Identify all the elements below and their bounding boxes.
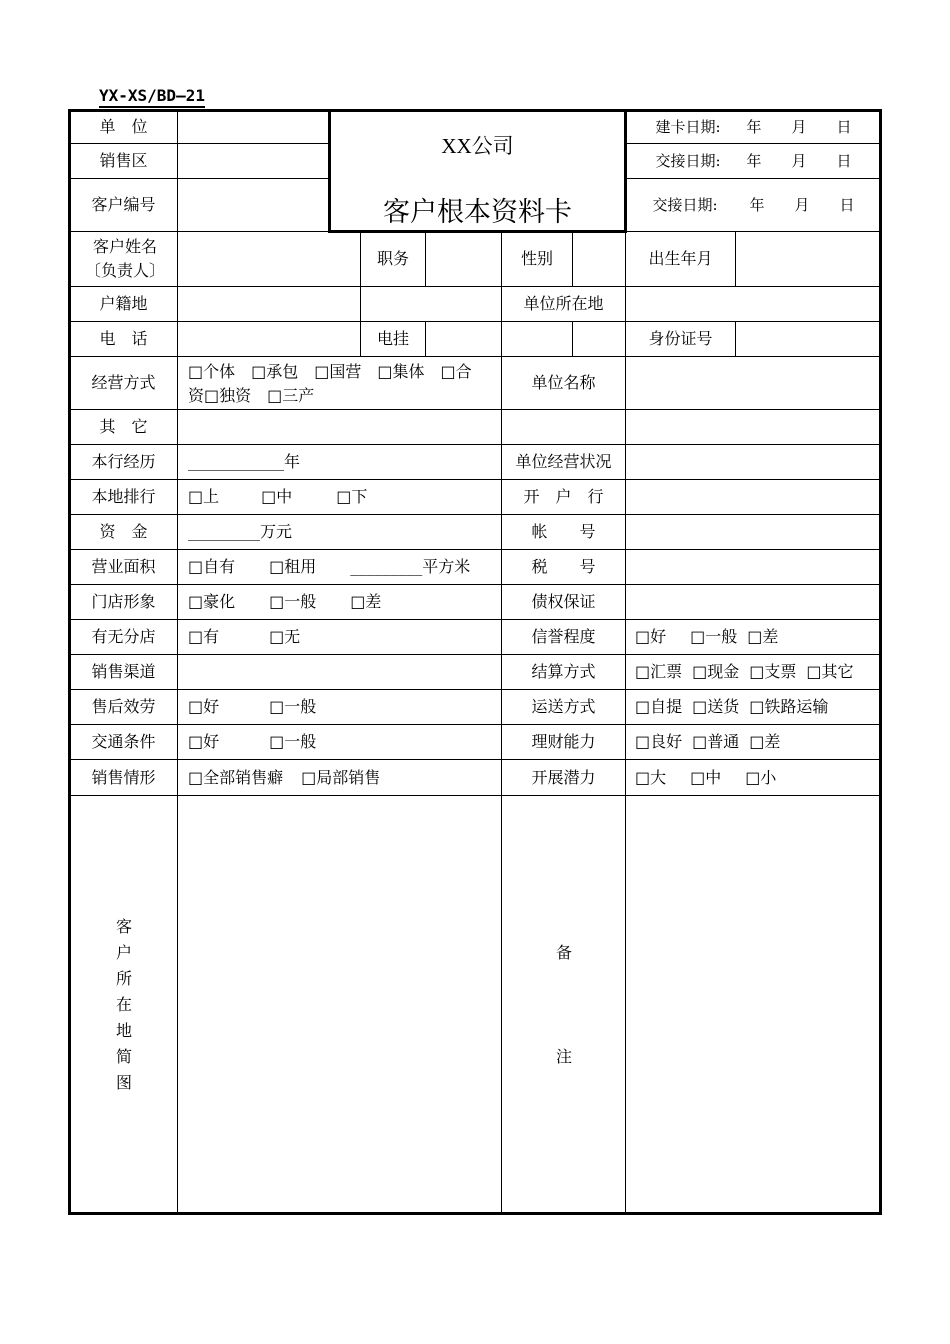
remark-area[interactable]	[626, 796, 880, 1213]
label-gender: 性别	[520, 249, 553, 268]
customer-name-field[interactable]	[178, 232, 360, 286]
potential-options[interactable]	[635, 760, 880, 795]
handover-date-row-1[interactable]	[627, 144, 880, 178]
after-sales-good[interactable]: □好	[188, 697, 220, 716]
traffic-normal[interactable]: □一般	[269, 732, 317, 751]
area-sqm[interactable]: _________平方米	[350, 557, 471, 576]
settlement-cash[interactable]: □现金	[692, 662, 740, 681]
handover-date-label-1: 交接日期:	[655, 152, 721, 170]
settlement-other[interactable]: □其它	[806, 662, 854, 681]
settlement-options[interactable]	[635, 655, 880, 689]
remark-label-1: 备	[555, 943, 572, 962]
label-account: 帐 号	[531, 522, 596, 541]
handover-date-value-1: 年 月 日	[746, 152, 852, 170]
label-finance: 理财能力	[531, 732, 596, 751]
credit-normal[interactable]: □一般	[690, 627, 738, 646]
finance-normal[interactable]: □普通	[692, 732, 740, 751]
business-type-options[interactable]	[188, 360, 498, 408]
transport-self[interactable]: □自提	[635, 697, 683, 716]
local-rank-options[interactable]	[188, 480, 488, 514]
unit-field[interactable]	[178, 111, 328, 143]
label-unit-status: 单位经营状况	[515, 452, 612, 471]
label-credit: 信誉程度	[531, 627, 596, 646]
title-box	[328, 109, 627, 233]
household-field[interactable]	[178, 287, 501, 321]
label-industry-exp: 本行经历	[91, 452, 156, 471]
branch-no[interactable]: □无	[269, 627, 301, 646]
card-date-value: 年 月 日	[746, 118, 852, 136]
label-unit-name: 单位名称	[531, 373, 596, 392]
local-rank-mid[interactable]: □中	[261, 487, 293, 506]
label-fax: 电挂	[376, 329, 409, 348]
customer-no-field[interactable]	[178, 179, 328, 231]
store-image-luxury[interactable]: □豪化	[188, 592, 236, 611]
store-image-poor[interactable]: □差	[350, 592, 382, 611]
traffic-options[interactable]	[188, 725, 488, 759]
card-date-label: 建卡日期:	[655, 118, 721, 136]
label-channel: 销售渠道	[91, 662, 156, 681]
label-position: 职务	[376, 249, 409, 268]
label-settlement: 结算方式	[531, 662, 596, 681]
credit-options[interactable]	[635, 620, 875, 654]
label-business-type: 经营方式	[91, 373, 156, 392]
label-unit: 单 位	[99, 117, 148, 136]
channel-field[interactable]	[178, 655, 501, 689]
area-rented[interactable]: □租用	[269, 557, 317, 576]
label-sales-area: 销售区	[99, 151, 148, 170]
label-branch: 有无分店	[91, 627, 156, 646]
credit-poor[interactable]: □差	[747, 627, 779, 646]
capital-field[interactable]: _________万元	[188, 522, 293, 541]
after-sales-options[interactable]	[188, 690, 488, 724]
traffic-good[interactable]: □好	[188, 732, 220, 751]
store-image-normal[interactable]: □一般	[269, 592, 317, 611]
after-sales-normal[interactable]: □一般	[269, 697, 317, 716]
sales-status-options[interactable]	[188, 760, 498, 795]
business-type-line-2: 资□独资 □三产	[188, 386, 315, 405]
label-area: 营业面积	[91, 557, 156, 576]
handover-date-label-2: 交接日期:	[652, 196, 718, 214]
local-rank-low[interactable]: □下	[336, 487, 368, 506]
finance-poor[interactable]: □差	[749, 732, 781, 751]
business-type-line-1: □个体 □承包 □国营 □集体 □合	[188, 362, 472, 381]
transport-options[interactable]	[635, 690, 880, 724]
map-sketch-area[interactable]	[178, 796, 501, 1213]
map-label: 客 户 所 在 地 简 图	[115, 917, 132, 1092]
label-capital: 资 金	[99, 522, 148, 541]
branch-yes[interactable]: □有	[188, 627, 220, 646]
finance-options[interactable]	[635, 725, 880, 759]
label-phone: 电 话	[99, 329, 148, 348]
label-household: 户籍地	[99, 294, 148, 313]
handover-date-value-2: 年 月 日	[749, 196, 855, 214]
potential-large[interactable]: □大	[635, 767, 667, 787]
label-after-sales: 售后效劳	[91, 697, 156, 716]
label-id-number: 身份证号	[648, 329, 713, 348]
finance-good[interactable]: □良好	[635, 732, 683, 751]
card-date-row[interactable]	[627, 111, 880, 143]
label-debt-guarantee: 债权保证	[531, 592, 596, 611]
label-customer-no: 客户编号	[91, 195, 156, 214]
handover-date-row-2[interactable]	[627, 179, 880, 231]
transport-delivery[interactable]: □送货	[692, 697, 740, 716]
area-owned[interactable]: □自有	[188, 557, 236, 576]
sales-status-partial[interactable]: □局部销售	[301, 767, 381, 787]
settlement-cheque[interactable]: □支票	[749, 662, 797, 681]
area-options[interactable]	[188, 550, 498, 584]
sales-status-full[interactable]: □全部销售癖	[188, 767, 284, 787]
label-bank: 开 户 行	[523, 487, 604, 506]
local-rank-high[interactable]: □上	[188, 487, 220, 506]
remark-label-2: 注	[555, 1047, 572, 1066]
card-title: 客户根本资料卡	[383, 197, 572, 228]
label-traffic: 交通条件	[91, 732, 156, 751]
credit-good[interactable]: □好	[635, 627, 667, 646]
label-unit-location: 单位所在地	[523, 294, 604, 313]
label-sales-status: 销售情形	[91, 767, 156, 787]
store-image-options[interactable]	[188, 585, 488, 619]
label-transport: 运送方式	[531, 697, 596, 716]
form-code: YX-XS/BD—21	[99, 86, 205, 108]
label-potential: 开展潜力	[531, 767, 596, 787]
sales-area-field[interactable]	[178, 144, 328, 178]
label-customer-name: 客户姓名〔负责人〕	[84, 237, 165, 280]
potential-mid[interactable]: □中	[690, 767, 722, 787]
settlement-draft[interactable]: □汇票	[635, 662, 683, 681]
industry-exp-field[interactable]: ____________年	[188, 452, 301, 471]
label-local-rank: 本地排行	[91, 487, 156, 506]
label-birth: 出生年月	[648, 249, 713, 268]
potential-small[interactable]: □小	[745, 767, 777, 787]
transport-rail[interactable]: □铁路运输	[749, 697, 829, 716]
company-name: XX公司	[441, 134, 514, 158]
label-other: 其 它	[99, 417, 148, 436]
label-store-image: 门店形象	[91, 592, 156, 611]
branch-options[interactable]	[188, 620, 488, 654]
label-tax: 税 号	[531, 557, 596, 576]
